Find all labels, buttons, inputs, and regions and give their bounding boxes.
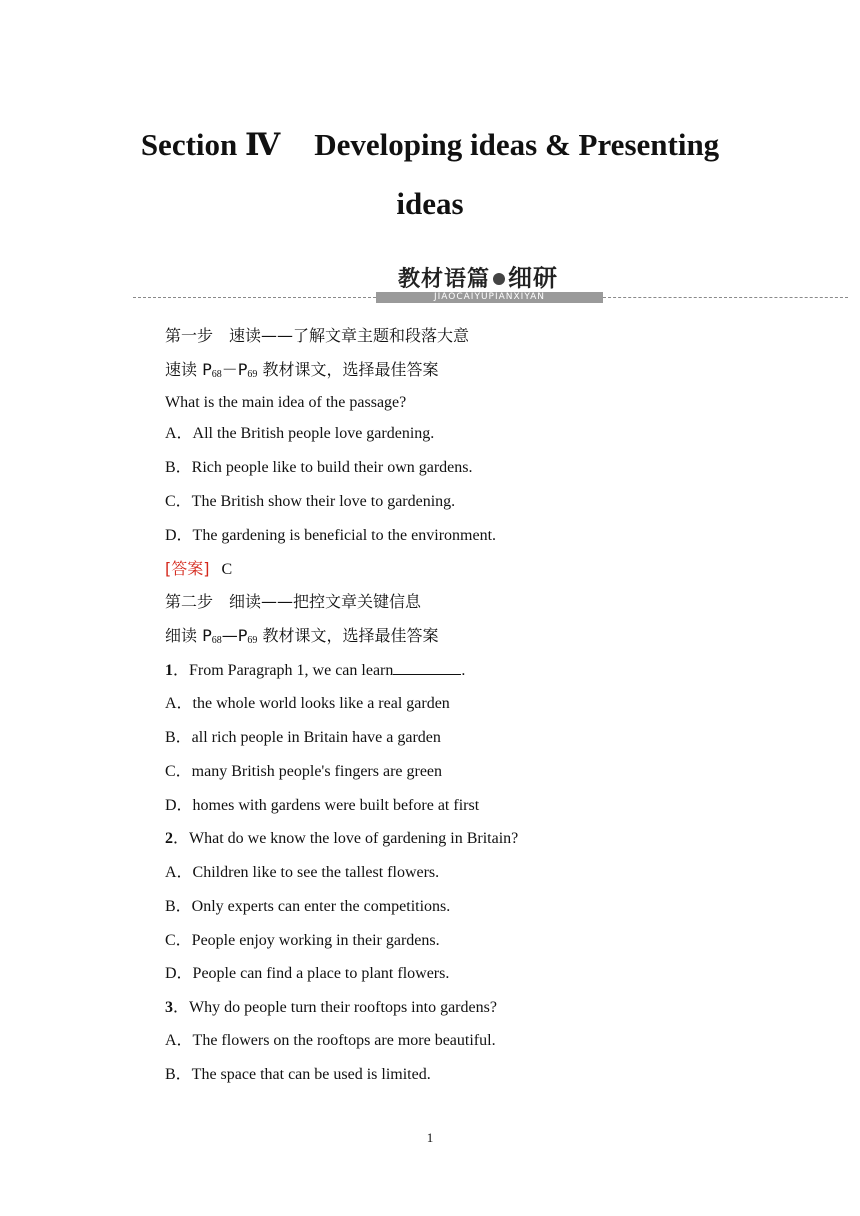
step2-instruction: 细读 $P_{68}—P_{69}$ 教材课文，选择最佳答案 <box>165 626 439 646</box>
answer-value: C <box>221 561 233 578</box>
question-2: 2．What do we know the love of gardening in Britain? <box>165 830 519 847</box>
question-3: 3．Why do people turn their rooftops into gardens? <box>165 999 497 1016</box>
q2-option-c: C．People enjoy working in their gardens. <box>165 932 440 949</box>
step2-heading: 第二步 细读——把控文章关键信息 <box>165 592 422 611</box>
q1-option-a: A．the whole world looks like a real garden <box>165 695 450 712</box>
banner-label: 教材语篇 <box>398 267 491 292</box>
section-title-continued: ideas <box>396 186 464 221</box>
q3-option-a: A．The flowers on the rooftops are more beautiful. <box>165 1032 496 1049</box>
q3-option-b: B．The space that can be used is limited. <box>165 1066 431 1083</box>
q1-option-d: D．homes with gardens were built before at first <box>165 797 480 814</box>
q1-option-c: C．many British people's fingers are green <box>165 763 443 780</box>
step1-heading: 第一步 速读——了解文章主题和段落大意 <box>165 326 470 345</box>
q1-option-b: B．all rich people in Britain have a garden <box>165 729 441 746</box>
section-banner <box>398 264 558 294</box>
answer-label: [答案] <box>165 559 210 578</box>
option-c: C．The British show their love to gardening. <box>165 493 456 510</box>
q2-option-a: A．Children like to see the tallest flowers. <box>165 864 440 881</box>
step1-instruction: 速读 $P_{68}-P_{69}$ 教材课文，选择最佳答案 <box>165 360 439 380</box>
bullet-icon <box>493 273 505 285</box>
answer-blank <box>393 660 461 675</box>
dashed-divider-right <box>603 297 848 298</box>
q2-option-b: B．Only experts can enter the competitions. <box>165 898 451 915</box>
section-title-text: Developing ideas & Presenting <box>314 127 720 162</box>
question-1: 1．From Paragraph 1, we can learn . <box>165 662 466 679</box>
option-a: A．All the British people love gardening. <box>165 425 435 442</box>
page-number: 1 <box>426 1130 434 1145</box>
banner-pinyin: JIAOCAIYUPIANXIYAN <box>376 292 603 303</box>
step1-question: What is the main idea of the passage? <box>165 394 407 411</box>
section-number: Section Ⅳ <box>140 127 281 162</box>
q2-option-d: D．People can find a place to plant flowers. <box>165 965 450 982</box>
option-d: D．The gardening is beneficial to the environment. <box>165 527 497 544</box>
dashed-divider-left <box>133 297 376 298</box>
section-title <box>0 129 860 160</box>
answer <box>165 559 232 580</box>
option-b: B．Rich people like to build their own gardens. <box>165 459 473 476</box>
banner-label-emphasis: 细研 <box>508 264 559 292</box>
